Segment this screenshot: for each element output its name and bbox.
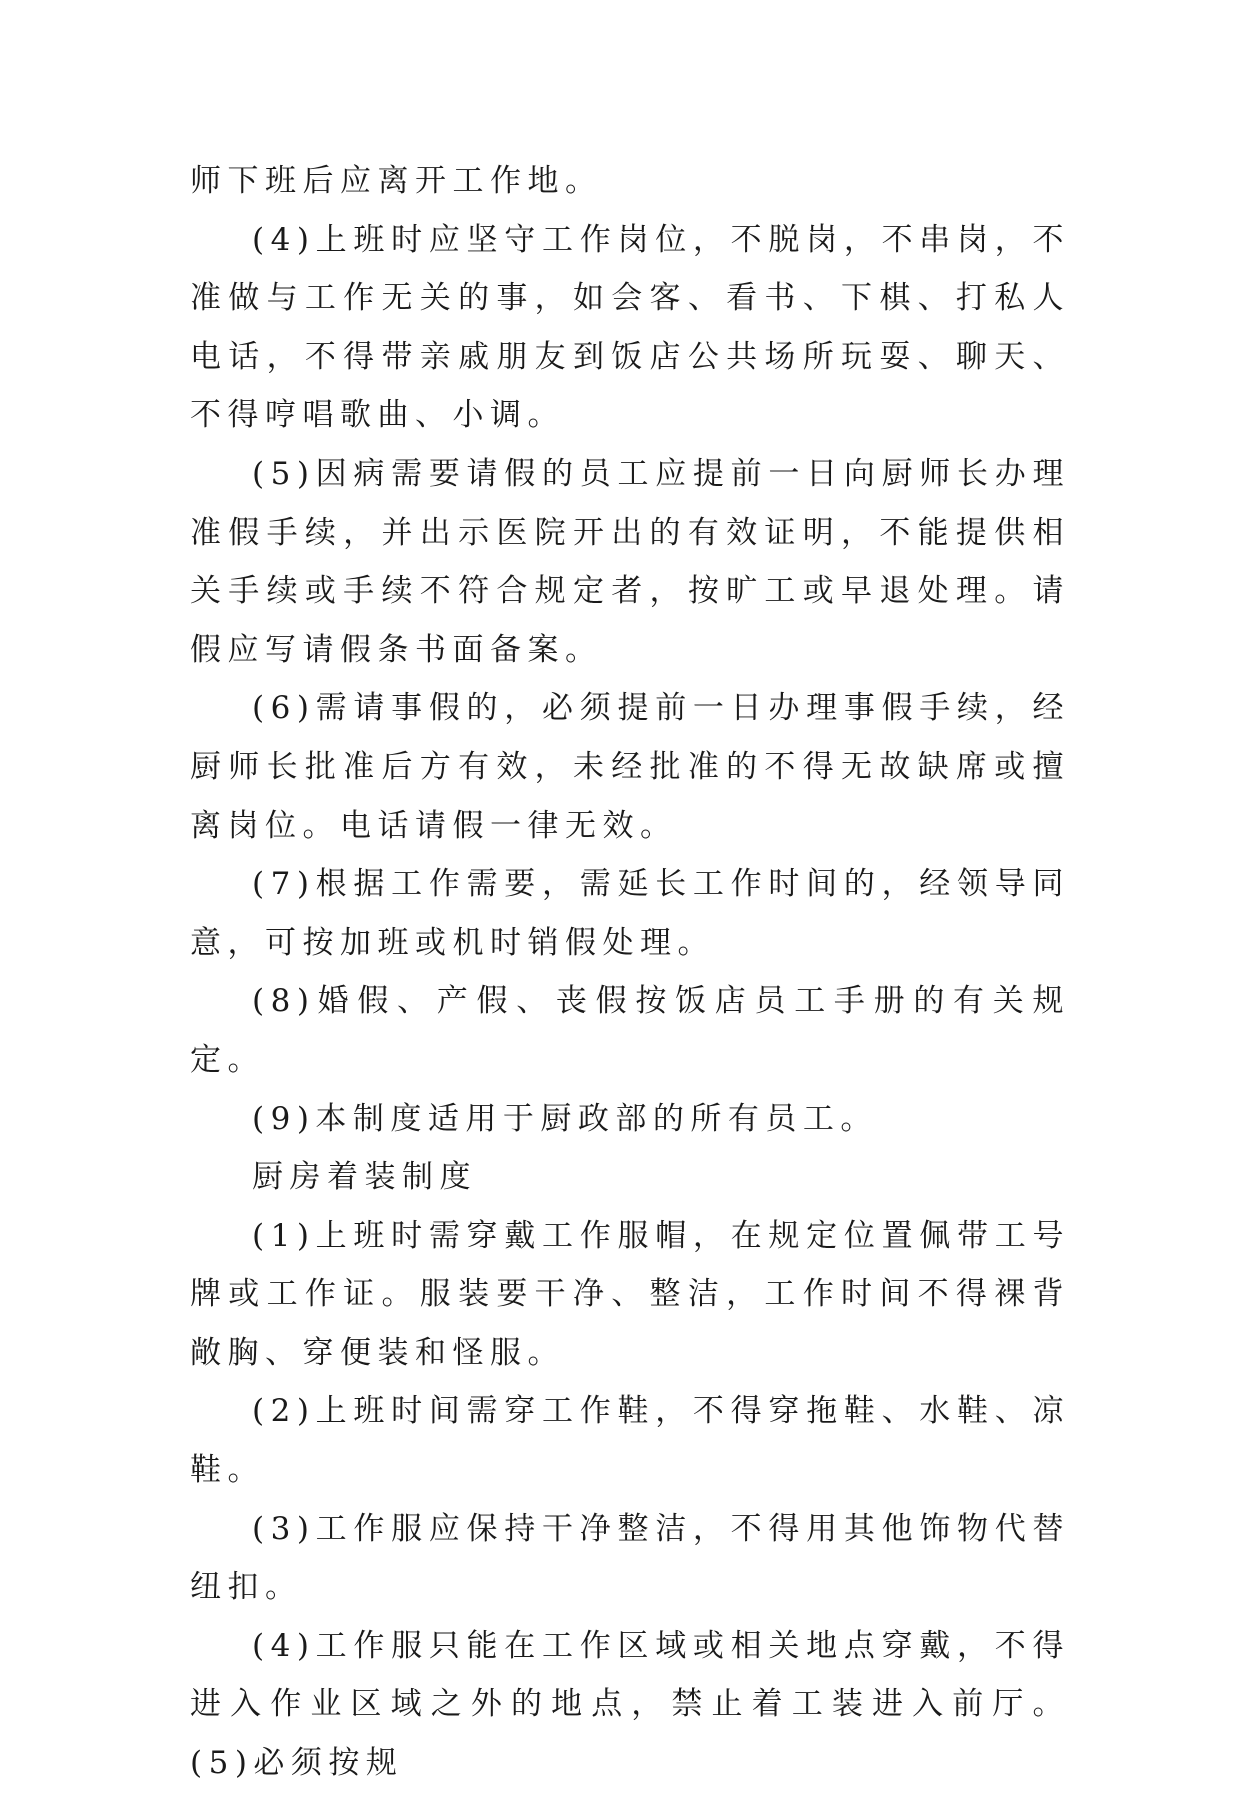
paragraph-rule-7: (7)根据工作需要，需延长工作时间的，经领导同意，可按加班或机时销假处理。 — [190, 866, 1070, 961]
section-heading: 厨房着装制度 — [252, 1159, 477, 1196]
paragraph-rule-9: (9)本制度适用于厨政部的所有员工。 — [252, 1100, 878, 1137]
paragraph-rule-5: (5)因病需要请假的员工应提前一日向厨师长办理准假手续，并出示医院开出的有效证明，不能提供相关手续或手续不符合规定者，按旷工或早退处理。请假应写请假条书面备案。 — [190, 455, 1070, 668]
paragraph-rule-8: (8)婚假、产假、丧假按饭店员工手册的有关规定。 — [190, 983, 1070, 1078]
paragraph-dress-4: (4)工作服只能在工作区域或相关地点穿戴，不得进入作业区域之外的地点，禁止着工装进入前厅。(5)必须按规 — [190, 1627, 1070, 1782]
document-body — [190, 152, 1070, 1793]
paragraph-rule-4: (4)上班时应坚守工作岗位，不脱岗，不串岗，不准做与工作无关的事，如会客、看书、下棋、打私人电话，不得带亲戚朋友到饭店公共场所玩耍、聊天、不得哼唱歌曲、小调。 — [190, 221, 1070, 434]
paragraph-dress-1: (1)上班时需穿戴工作服帽，在规定位置佩带工号牌或工作证。服装要干净、整洁，工作时间不得裸背敞胸、穿便装和怪服。 — [190, 1217, 1070, 1371]
paragraph-dress-2: (2)上班时间需穿工作鞋，不得穿拖鞋、水鞋、凉鞋。 — [190, 1393, 1070, 1489]
paragraph-dress-3: (3)工作服应保持干净整洁，不得用其他饰物代替纽扣。 — [190, 1510, 1070, 1606]
paragraph-rule-6: (6)需请事假的，必须提前一日办理事假手续，经厨师长批准后方有效，未经批准的不得无故缺席或擅离岗位。电话请假一律无效。 — [190, 690, 1070, 844]
paragraph-continuation: 师下班后应离开工作地。 — [190, 163, 603, 199]
